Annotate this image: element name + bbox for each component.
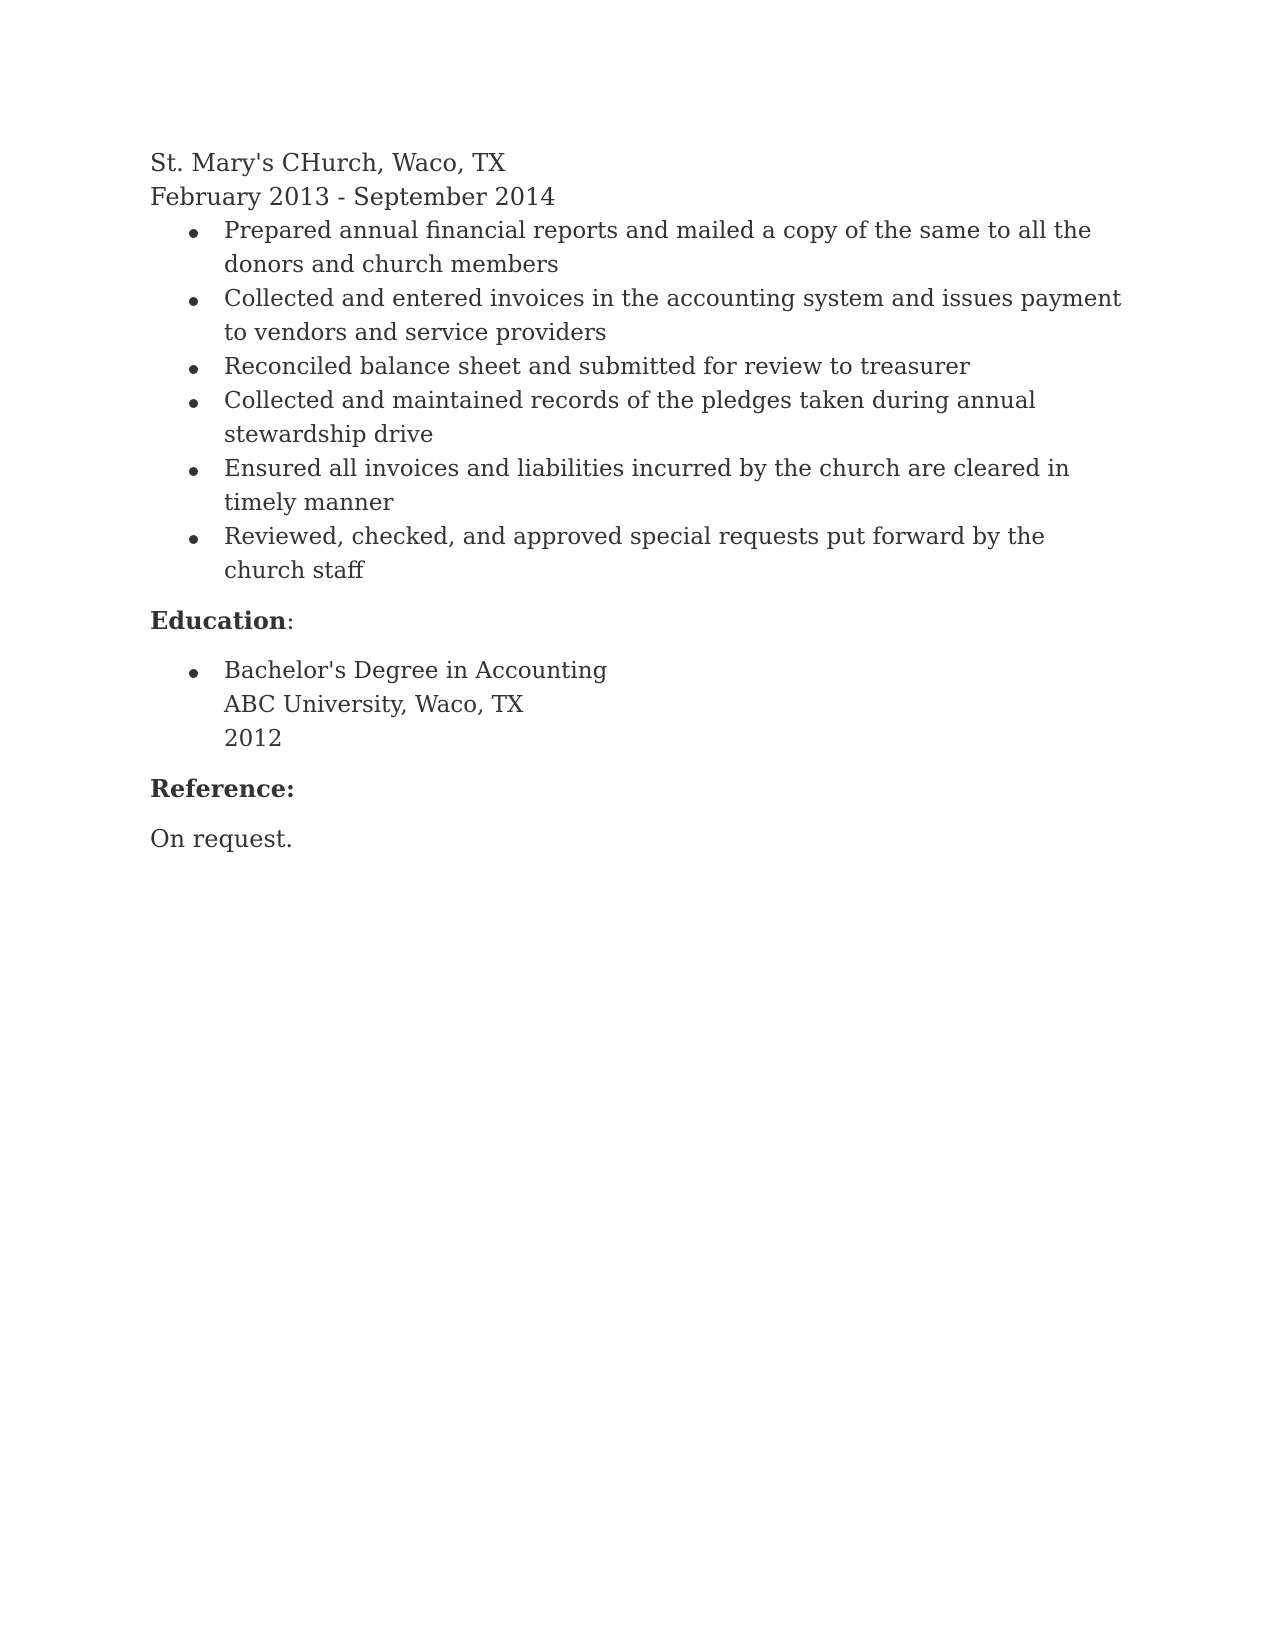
employment-dates: February 2013 - September 2014 xyxy=(150,183,556,211)
list-item xyxy=(150,520,1130,588)
list-item xyxy=(150,654,1130,756)
education-list xyxy=(150,654,1130,756)
bullet-text: Reconciled balance sheet and submitted for review to treasurer xyxy=(224,354,970,380)
reference-heading xyxy=(150,772,1130,806)
reference-text: On request. xyxy=(150,825,294,853)
list-item xyxy=(150,452,1130,520)
bullet-text: Collected and maintained records of the pledges taken during annual stewardship drive xyxy=(224,388,1036,448)
resume-page xyxy=(150,146,1130,856)
list-item xyxy=(150,350,1130,384)
employer-line: St. Mary's CHurch, Waco, TX xyxy=(150,149,506,177)
school-name: ABC University, Waco, TX xyxy=(224,692,524,718)
bullet-text: Reviewed, checked, and approved special requests put forward by the church staff xyxy=(224,524,1046,584)
bullet-text: Collected and entered invoices in the accounting system and issues payment to vendors and service providers xyxy=(224,286,1122,346)
bullet-icon xyxy=(189,229,198,238)
reference-heading-label: Reference: xyxy=(150,774,295,803)
list-item xyxy=(150,214,1130,282)
bullet-text: Prepared annual financial reports and mailed a copy of the same to all the donors and church members xyxy=(224,218,1092,278)
bullet-icon xyxy=(189,365,198,374)
bullet-text: Ensured all invoices and liabilities incurred by the church are cleared in timely manner xyxy=(224,456,1070,516)
bullet-icon xyxy=(189,467,198,476)
degree-name: Bachelor's Degree in Accounting xyxy=(224,658,608,684)
education-heading xyxy=(150,604,1130,638)
graduation-year: 2012 xyxy=(224,726,283,752)
bullet-icon xyxy=(189,297,198,306)
bullet-icon xyxy=(189,399,198,408)
list-item xyxy=(150,282,1130,350)
bullet-icon xyxy=(189,535,198,544)
education-heading-label: Education xyxy=(150,606,287,635)
experience-bullet-list xyxy=(150,214,1130,588)
education-heading-colon: : xyxy=(286,607,295,635)
bullet-icon xyxy=(189,669,198,678)
list-item xyxy=(150,384,1130,452)
